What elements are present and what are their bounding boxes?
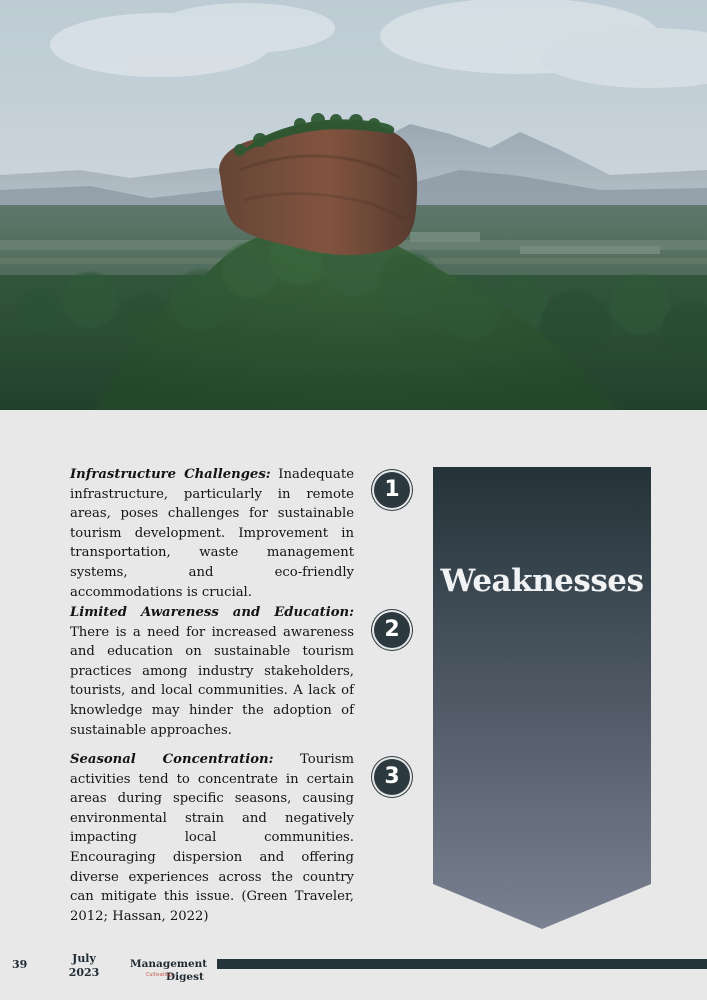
weakness-item-3: [70, 750, 354, 926]
weakness-item-1-text: Inadequate infrastructure, particularly in remote areas, poses challenges for sustainable tourism development. Improvement in transportation, waste management systems, and eco-friendly accommodations is crucial.: [70, 467, 354, 600]
weaknesses-ribbon: [433, 467, 651, 929]
ribbon-title: Weaknesses: [440, 563, 644, 599]
management-digest-logo: [128, 954, 208, 982]
content-area: [0, 410, 707, 1000]
weakness-item-2-text: There is a need for increased awareness and education on sustainable tourism practices among industry stakeholders, tourists, and local communities. A lack of knowledge may hinder the adoption of sustainable approaches.: [70, 624, 354, 738]
number-badge-1: 1: [374, 472, 410, 508]
hero-image: [0, 0, 707, 410]
page-number: 39: [12, 958, 28, 971]
svg-text:Cultivating: Cultivating: [146, 973, 173, 978]
landscape-illustration: [0, 0, 707, 410]
svg-text:Management: Management: [130, 958, 208, 970]
weakness-item-2-title: Limited Awareness and Education:: [70, 605, 354, 620]
logo-svg: [128, 954, 208, 982]
page-footer: [0, 940, 707, 1000]
weakness-item-2: [70, 603, 354, 740]
issue-year: 2023: [68, 966, 100, 979]
footer-bar: [217, 959, 707, 969]
number-badge-3: 3: [374, 759, 410, 795]
weakness-item-1: [70, 465, 354, 602]
svg-text:Digest: Digest: [166, 971, 204, 982]
weakness-item-1-title: Infrastructure Challenges:: [70, 467, 271, 482]
weakness-item-3-title: Seasonal Concentration:: [70, 752, 274, 767]
issue-date: [67, 952, 101, 980]
number-badge-2: 2: [374, 612, 410, 648]
ribbon-shape: [433, 467, 651, 929]
weakness-item-3-text: Tourism activities tend to concentrate in certain areas during specific seasons, causing environmental strain and negatively impacting local communities. Encouraging dispersion and offering diverse experiences across the country can mitigate this issue. (Green Traveler, 2012; Hassan, 2022): [70, 752, 354, 924]
issue-month: July: [72, 952, 96, 965]
